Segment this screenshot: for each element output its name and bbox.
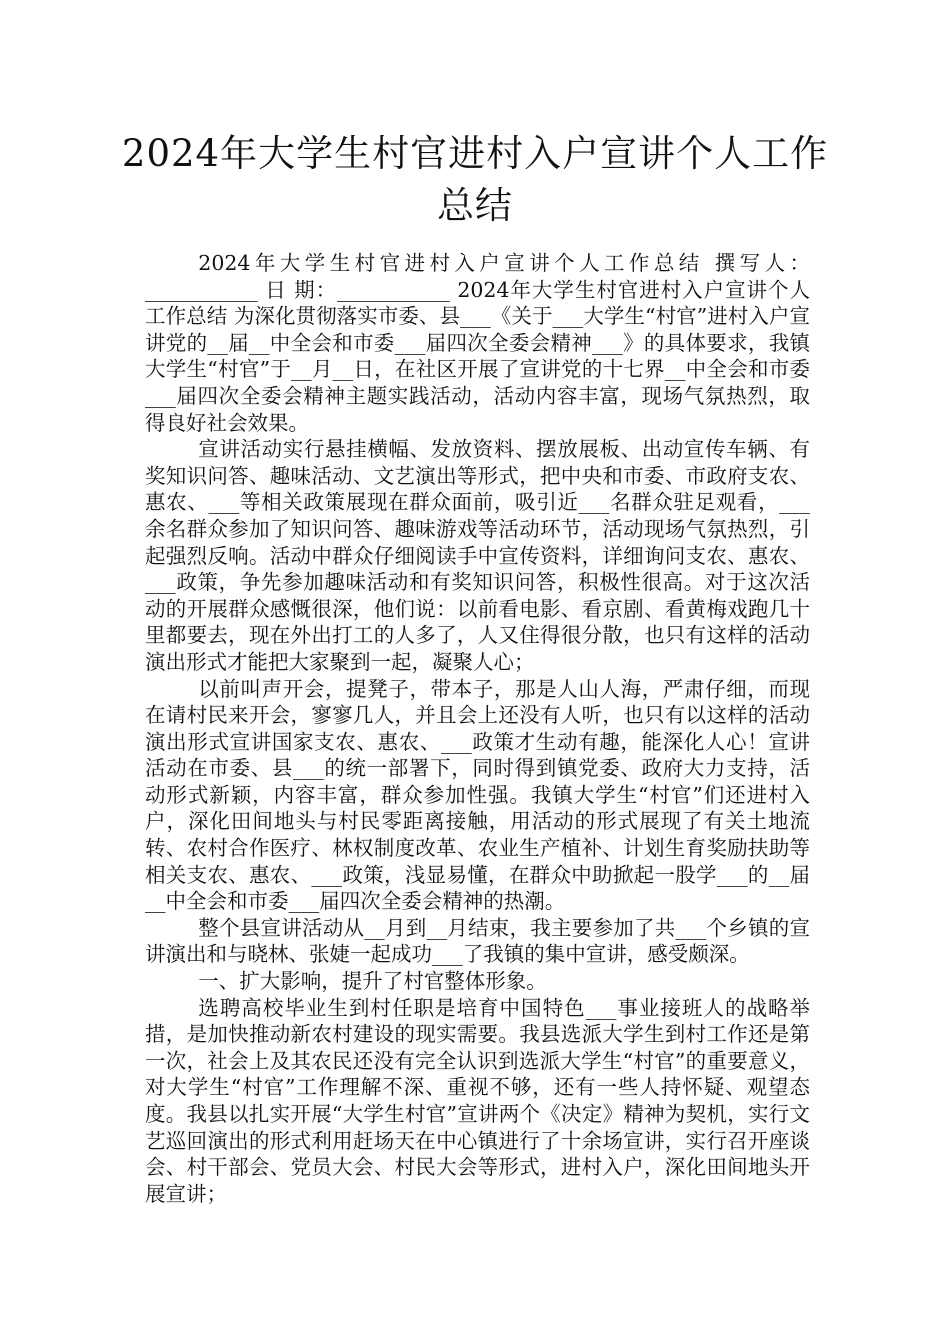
paragraph-activities: 宣讲活动实行悬挂横幅、发放资料、摆放展板、出动宣传车辆、有奖知识问答、趣味活动、文艺演出等形式，把中央和市委、市政府支农、惠农、___等相关政策展现在群众面前，吸引近___名群众驻足观看，___余名群众参加了知识问答、趣味游戏等活动环节，活动现场气氛热烈，引起强烈反响。活动中群众仔细阅读手中宣传资料，详细询问支农、惠农、___政策，争先参加趣味活动和有奖知识问答，积极性很高。对于这次活动的开展群众感慨很深，他们说：以前看电影、看京剧、看黄梅戏跑几十里都要去，现在外出打工的人多了，人又住得很分散，也只有这样的活动演出形式才能把大家聚到一起，凝聚人心； <box>145 437 810 674</box>
section-heading-1: 一、扩大影响，提升了村官整体形象。 <box>198 969 547 994</box>
document-title: 2024年大学生村官进村入户宣讲个人工作总结 <box>121 132 829 227</box>
paragraph-strategy: 选聘高校毕业生到村任职是培育中国特色___事业接班人的战略举措，是加快推动新农村建设的现实需要。我县选派大学生到村工作还是第一次，社会上及其农民还没有完全认识到选派大学生“村官”的重要意义，对大学生“村官”工作理解不深、重视不够，还有一些人持怀疑、观望态度。我县以扎实开展“大学生村官”宣讲两个《决定》精神为契机，实行文艺巡回演出的形式利用赶场天在中心镇进行了十余场宣讲，实行召开座谈会、村干部会、党员大会、村民大会等形式，进村入户，深化田间地头开展宣讲； <box>145 995 810 1206</box>
document-body <box>145 250 810 1207</box>
paragraph-county-tour: 整个县宣讲活动从__月到__月结束，我主要参加了共___个乡镇的宣讲演出和与晓林、张婕一起成功___了我镇的集中宣讲，感受颇深。 <box>145 915 810 967</box>
paragraph-intro: 2024年大学生村官进村入户宣讲个人工作总结 撰写人：___________ 日 期：___________ 2024年大学生村官进村入户宣讲个人工作总结 为深化贯彻落实市委、县___《关于___大学生“村官”进村入户宣讲党的__届__中全会和市委___届四次全委会精神___》的具体要求，我镇大学生“村官”于__月__日，在社区开展了宣讲党的十七界__中全会和市委___届四次全委会精神主题实践活动，活动内容丰富，现场气氛热烈，取得良好社会效果。 <box>145 251 810 435</box>
paragraph-meetings: 以前叫声开会，提凳子，带本子，那是人山人海，严肃仔细，而现在请村民来开会，寥寥几人，并且会上还没有人听，也只有以这样的活动演出形式宣讲国家支农、惠农、___政策才生动有趣，能深化人心！宣讲活动在市委、县___的统一部署下，同时得到镇党委、政府大力支持，活动形式新颖，内容丰富，群众参加性强。我镇大学生“村官”们还进村入户，深化田间地头与村民零距离接触，用活动的形式展现了有关土地流转、农村合作医疗、林权制度改革、农业生产植补、计划生育奖励扶助等相关支农、惠农、___政策，浅显易懂，在群众中助掀起一股学___的__届__中全会和市委___届四次全委会精神的热潮。 <box>145 676 810 914</box>
